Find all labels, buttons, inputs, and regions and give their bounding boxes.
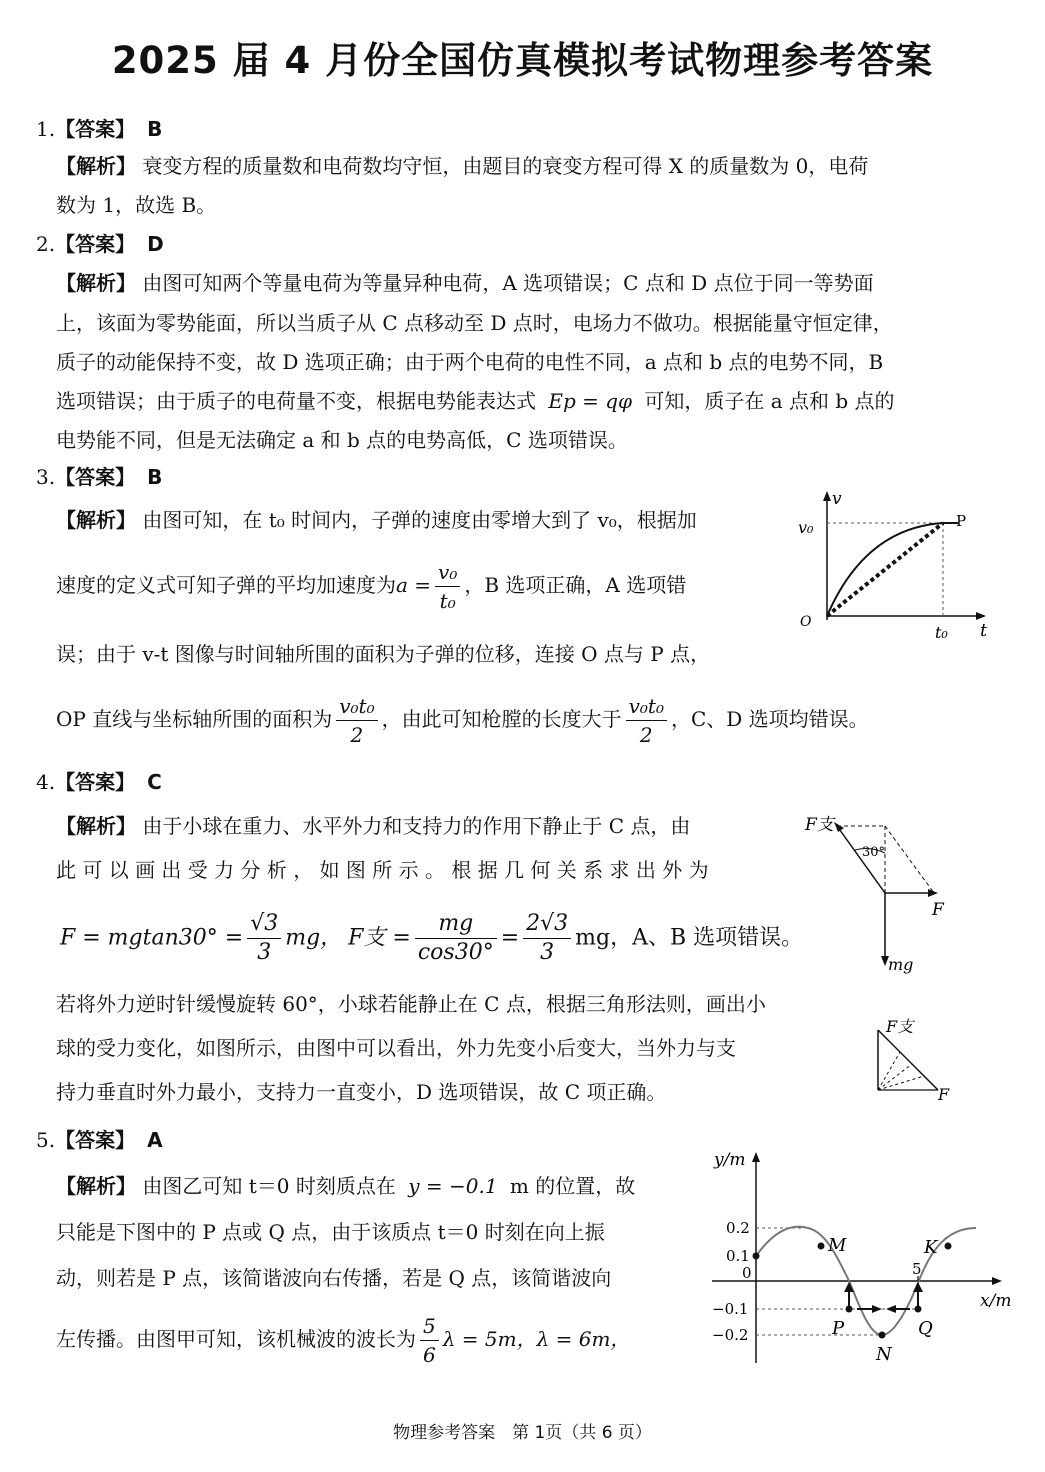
q4-number: 4. <box>36 770 56 794</box>
tick-0: 0 <box>742 1264 752 1282</box>
q5-header <box>36 1126 163 1154</box>
q4-analysis-line: 球的受力变化，如图所示，由图中可以看出，外力先变小后变大，当外力与支 <box>56 1036 736 1060</box>
label-x5: 5 <box>912 1260 922 1278</box>
q2-analysis-line: 质子的动能保持不变，故 D 选项正确；由于两个电荷的电性不同，a 点和 b 点的电势不同，B <box>56 350 884 374</box>
area-fraction: $\frac{\text{v₀t₀}}{2}$ <box>626 692 667 749</box>
support-fraction-2: $\frac{2√3}{3}$ <box>523 910 571 967</box>
q5-text: m 的位置，故 <box>509 1174 636 1198</box>
q5-text: 左传播。由图甲可知，该机械波的波长为 <box>56 1327 416 1351</box>
q5-analysis-line <box>56 1312 630 1369</box>
q4-header <box>36 768 162 796</box>
q2-text: 由图可知两个等量电荷为等量异种电荷，A 选项错误；C 点和 D 点位于同一等势面 <box>142 271 874 295</box>
force-rotated <box>878 1064 912 1090</box>
y-axis-label: y/m <box>714 1150 746 1170</box>
tick-neg-0.2: −0.2 <box>712 1326 749 1344</box>
q2-analysis-line <box>56 387 895 415</box>
q1-text: 衰变方程的质量数和电荷数均守恒，由题目的衰变方程可得 X 的质量数为 0，电荷 <box>142 154 869 178</box>
x-axis-label: x/m <box>980 1291 1012 1311</box>
area-fraction: $\frac{\text{v₀t₀}}{2}$ <box>336 692 377 749</box>
analysis-tag: 【解析】 <box>56 508 136 532</box>
label-k: K <box>924 1237 938 1258</box>
q3-text: ，C、D 选项均错误。 <box>670 707 869 731</box>
point-k <box>945 1243 952 1250</box>
q2-text: 选项错误；由于质子的电荷量不变，根据电势能表达式 <box>56 389 536 413</box>
force-diagram-2 <box>860 1012 970 1112</box>
equals-sign: = <box>500 925 520 951</box>
q4-text: 由于小球在重力、水平外力和支持力的作用下静止于 C 点，由 <box>142 814 691 838</box>
wavelength-eq: λ = 5m，λ = 6m， <box>442 1327 631 1351</box>
label-p: P <box>832 1318 845 1339</box>
accel-lhs: a = <box>396 573 432 597</box>
point-start <box>753 1253 760 1260</box>
point-n <box>879 1332 886 1339</box>
force-fraction: $\frac{√3}{3}$ <box>247 910 281 967</box>
q3-number: 3. <box>36 465 56 489</box>
tick-0.1: 0.1 <box>726 1247 750 1265</box>
tick-0.2: 0.2 <box>726 1219 750 1237</box>
analysis-tag: 【解析】 <box>56 154 136 178</box>
support-fraction: $\frac{mg}{\cos 30^\circ}$ <box>415 910 497 967</box>
q3-text: 由图可知，在 t₀ 时间内，子弹的速度由零增大到了 v₀，根据加 <box>142 508 697 532</box>
analysis-tag: 【解析】 <box>56 271 136 295</box>
position-formula: y = −0.1 <box>408 1174 498 1198</box>
q5-answer: A <box>147 1128 163 1152</box>
q2-number: 2. <box>36 232 56 256</box>
v0-label: v₀ <box>798 518 814 537</box>
q3-text: OP 直线与坐标轴所围的面积为 <box>56 707 333 731</box>
tick-neg-0.1: −0.1 <box>712 1300 749 1318</box>
q2-analysis-line <box>56 269 874 297</box>
q3-header <box>36 463 162 491</box>
q2-text: 可知，质子在 a 点和 b 点的 <box>644 389 895 413</box>
q4-answer: C <box>147 770 162 794</box>
q3-text: ，B 选项正确，A 选项错 <box>464 573 687 597</box>
force-label: F <box>938 1085 950 1104</box>
wave-graph <box>712 1148 1012 1378</box>
q4-analysis-line: 持力垂直时外力最小，支持力一直变小，D 选项错误，故 C 项正确。 <box>56 1080 667 1104</box>
q2-analysis-line: 电势能不同，但是无法确定 a 和 b 点的电势高低，C 选项错误。 <box>56 428 628 452</box>
q2-answer: D <box>147 232 164 256</box>
q2-analysis-line: 上，该面为零势能面，所以当质子从 C 点移动至 D 点时，电场力不做功。根据能量守恒定律， <box>56 311 893 335</box>
dashed-side <box>885 826 934 893</box>
answer-tag: 【答案】 <box>55 117 136 141</box>
q4-analysis-line: 此 可 以 画 出 受 力 分 析 ， 如 图 所 示 。 根 据 几 何 关 系 求 出 外 为 <box>56 858 709 882</box>
page-title: 2025 届 4 月份全国仿真模拟考试物理参考答案 <box>111 39 934 82</box>
label-m: M <box>828 1235 847 1256</box>
force-label: F <box>932 900 944 920</box>
q3-text: 速度的定义式可知子弹的平均加速度为 <box>56 573 396 597</box>
potential-energy-formula: Ep = qφ <box>548 389 633 413</box>
label-q: Q <box>918 1318 933 1339</box>
point-m <box>818 1243 825 1250</box>
v-axis-arrow <box>823 491 831 501</box>
q1-analysis-line: 数为 1，故选 B。 <box>56 193 217 217</box>
q3-analysis-line <box>56 558 686 615</box>
gravity-label: mg <box>888 955 914 974</box>
support-force-label: F支 <box>805 815 834 835</box>
accel-fraction: $\frac{\text{v₀}}{\text{t₀}}$ <box>435 558 460 615</box>
vt-graph <box>790 488 1000 648</box>
q4-equation-line <box>60 910 803 967</box>
v-label: v <box>832 489 842 509</box>
q5-text: 由图乙可知 t＝0 时刻质点在 <box>142 1174 396 1198</box>
t-label: t <box>980 620 988 641</box>
label-n: N <box>876 1344 892 1365</box>
q1-answer: B <box>147 117 163 141</box>
answer-tag: 【答案】 <box>55 232 136 256</box>
support-eq-tail: mg，A、B 选项错误。 <box>575 925 804 951</box>
page-footer: 物理参考答案 第 1页（共 6 页） <box>393 1423 652 1443</box>
angle-label: 30° <box>862 845 886 860</box>
q5-analysis-line <box>56 1172 635 1200</box>
q4-analysis-line <box>56 812 690 840</box>
answer-tag: 【答案】 <box>55 1128 136 1152</box>
q5-number: 5. <box>36 1128 56 1152</box>
support-eq-lhs: F支 = <box>348 925 411 951</box>
q3-text: ，由此可知枪膛的长度大于 <box>381 707 622 731</box>
analysis-tag: 【解析】 <box>56 1174 136 1198</box>
q2-header <box>36 230 164 258</box>
t-axis-arrow <box>976 612 986 620</box>
q3-analysis-line <box>56 506 697 534</box>
p-label: P <box>956 512 967 530</box>
force-diagram-1 <box>800 808 960 978</box>
origin-label: O <box>800 614 812 630</box>
q1-analysis-line <box>56 152 868 180</box>
answer-tag: 【答案】 <box>55 770 136 794</box>
support-force-label: F支 <box>886 1017 914 1036</box>
op-line <box>827 523 943 616</box>
wavelength-fraction: $\frac{5}{6}$ <box>420 1312 439 1369</box>
q3-analysis-line <box>56 692 869 749</box>
q1-header <box>36 115 162 143</box>
q5-analysis-line: 只能是下图中的 P 点或 Q 点，由于该质点 t＝0 时刻在向上振 <box>56 1220 605 1244</box>
q3-answer: B <box>147 465 163 489</box>
t0-label: t₀ <box>935 623 948 642</box>
q3-analysis-line: 误；由于 v-t 图像与时间轴所围的面积为子弹的位移，连接 O 点与 P 点， <box>56 642 711 666</box>
q4-analysis-line: 若将外力逆时针缓慢旋转 60°，小球若能静止在 C 点，根据三角形法则，画出小 <box>56 992 766 1016</box>
q5-analysis-line: 动，则若是 P 点，该简谐波向右传播，若是 Q 点，该简谐波向 <box>56 1266 612 1290</box>
answer-tag: 【答案】 <box>55 465 136 489</box>
q1-number: 1. <box>36 117 56 141</box>
force-eq-lhs: F = mgtan30° = <box>60 925 244 951</box>
analysis-tag: 【解析】 <box>56 814 136 838</box>
force-eq-tail: mg， <box>285 925 343 951</box>
